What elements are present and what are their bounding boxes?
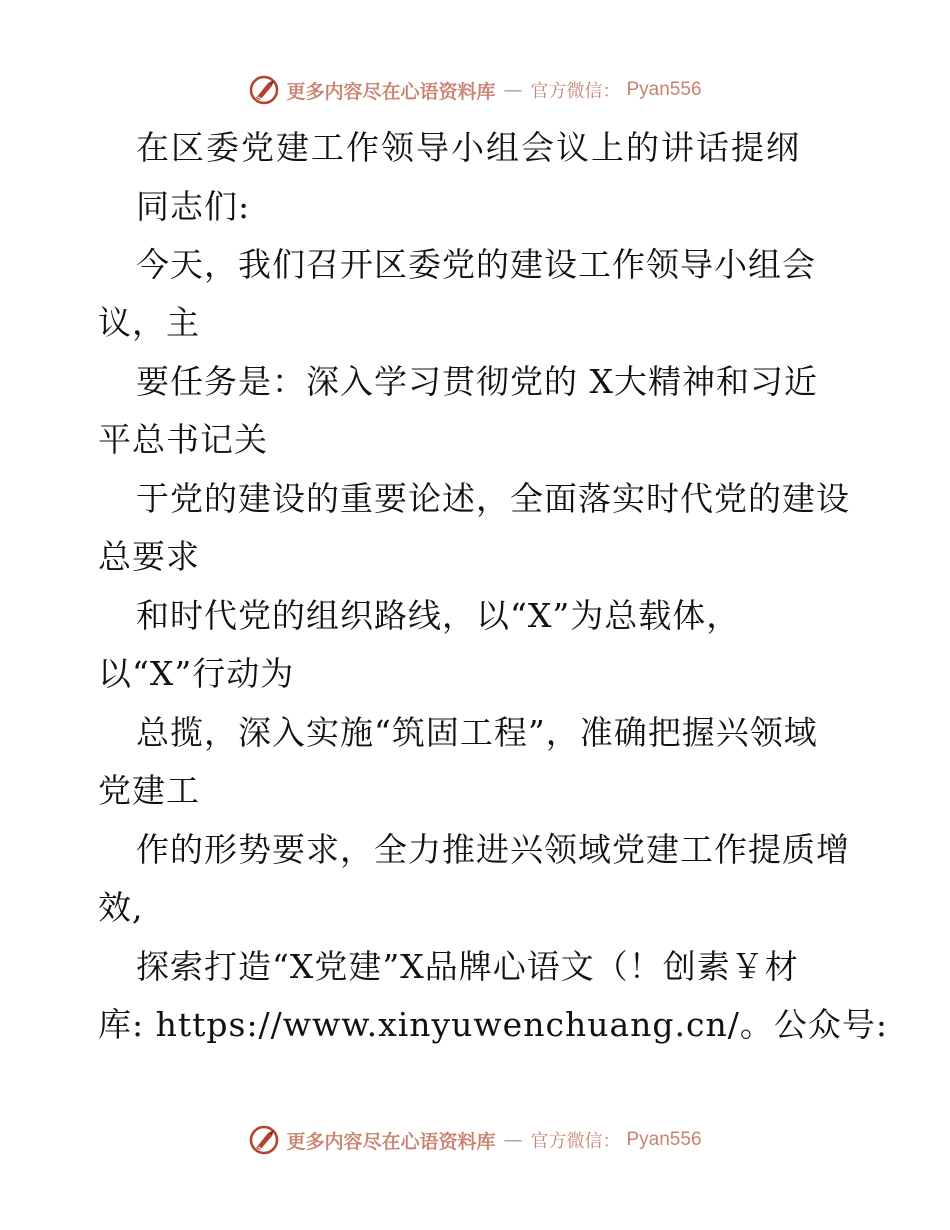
banner-wechat-label: 官方微信： <box>530 81 621 102</box>
banner-separator: — <box>503 1129 523 1151</box>
paragraph-line: 于党的建设的重要论述，全面落实时代党的建设 <box>136 479 850 518</box>
paragraph-line: 探索打造“X党建”X品牌心语文（！创素￥材 <box>136 947 799 986</box>
paragraph-line: 效, <box>98 888 144 927</box>
feather-pen-logo-icon <box>248 1124 280 1156</box>
paragraph-line: 作的形势要求，全力推进兴领域党建工作提质增 <box>136 830 850 869</box>
banner-wechat-id: Pyan556 <box>626 79 702 100</box>
footer-banner <box>0 1120 950 1160</box>
banner-content <box>248 74 701 106</box>
paragraph-line: 和时代党的组织路线，以“X”为总载体， <box>136 596 741 635</box>
paragraph-line: 库: https://www.xinyuwenchuang.cn/。公众号: <box>98 1005 888 1044</box>
banner-main-text: 更多内容尽在心语资料库 <box>286 80 496 103</box>
paragraph-line: 总要求 <box>98 537 200 576</box>
paragraph-line: 总揽，深入实施“筑固工程”，准确把握兴领域 <box>136 713 818 752</box>
banner-main-text: 更多内容尽在心语资料库 <box>286 1130 496 1153</box>
paragraph-line: 要任务是：深入学习贯彻党的 X大精神和习近 <box>136 362 818 401</box>
feather-pen-logo-icon <box>248 74 280 106</box>
document-title: 在区委党建工作领导小组会议上的讲话提纲 <box>136 128 801 167</box>
banner-content <box>248 1124 701 1156</box>
paragraph-line: 议，主 <box>98 303 200 342</box>
paragraph-line: 党建工 <box>98 771 200 810</box>
paragraph-line: 以“X”行动为 <box>98 654 295 693</box>
header-banner <box>0 70 950 110</box>
banner-wechat-label: 官方微信： <box>530 1131 621 1152</box>
paragraph-line: 今天，我们召开区委党的建设工作领导小组会 <box>136 245 816 284</box>
banner-separator: — <box>503 79 523 101</box>
paragraph-line: 平总书记关 <box>98 420 268 459</box>
salutation: 同志们: <box>136 187 251 226</box>
banner-wechat-id: Pyan556 <box>626 1129 702 1150</box>
